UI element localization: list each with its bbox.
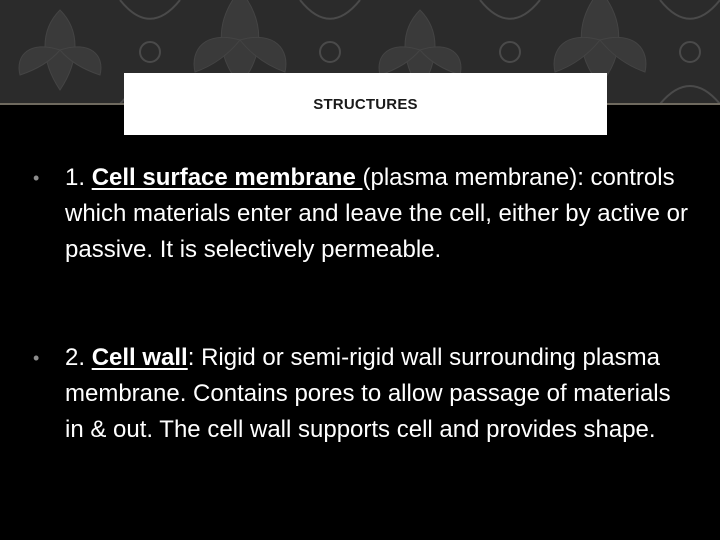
bullet-number: 2. xyxy=(65,344,86,371)
bullet-item xyxy=(33,160,693,268)
bullet-term: Cell surface membrane xyxy=(91,164,363,191)
bullet-text xyxy=(65,160,693,268)
title-box xyxy=(124,73,607,135)
bullet-text xyxy=(65,340,693,448)
bullet-number: 1. xyxy=(65,164,86,191)
bullet-item xyxy=(33,340,693,448)
bullet-description: : Rigid or semi-rigid wall surrounding plasma membrane. Contains pores to allow passage of materials in & out. The cell wall supports cell and provides shape. xyxy=(65,344,671,443)
bullet-description: (plasma membrane): controls which materials enter and leave the cell, either by active or passive. It is selectively permeable. xyxy=(65,164,688,263)
bullet-icon: • xyxy=(33,168,40,188)
bullet-term: Cell wall xyxy=(91,344,188,371)
bullet-icon: • xyxy=(33,348,40,368)
slide-title: STRUCTURES xyxy=(313,95,418,113)
